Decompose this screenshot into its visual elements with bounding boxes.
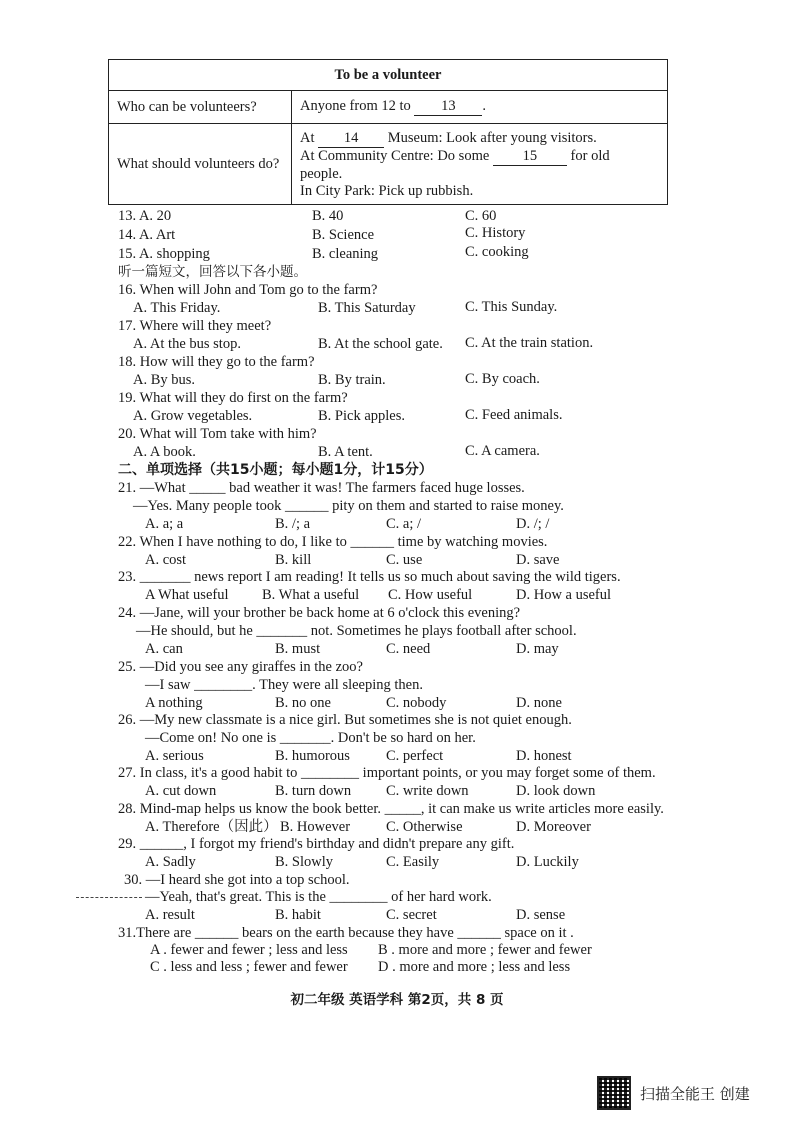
- option-24-a: A. can: [145, 641, 183, 657]
- blank-13: 13: [414, 98, 482, 116]
- option-24-c: C. need: [386, 641, 431, 657]
- volunteer-table: [108, 59, 668, 205]
- line-13-b: B. 40: [312, 208, 344, 224]
- row2-line1-pre: At: [300, 130, 315, 146]
- row1-text: Anyone from 12 to: [300, 98, 411, 114]
- row2-line2-post: for old: [570, 148, 610, 164]
- option-24-b: B. must: [275, 641, 321, 657]
- option-31-a: A . fewer and fewer ; less and less: [150, 942, 348, 958]
- option-20-b: B. A tent.: [318, 444, 373, 460]
- option-23-c: C. How useful: [388, 587, 473, 603]
- question-30: 30. —I heard she got into a top school.: [124, 872, 350, 888]
- row2-line4: In City Park: Pick up rubbish.: [300, 183, 474, 199]
- question-20: 20. What will Tom take with him?: [118, 426, 317, 442]
- question-29: 29. ______, I forgot my friend's birthday and didn't prepare any gift.: [118, 836, 515, 852]
- option-24-d: D. may: [516, 641, 559, 657]
- option-22-d: D. save: [516, 552, 560, 568]
- question-22: 22. When I have nothing to do, I like to ______ time by watching movies.: [118, 534, 548, 550]
- page-footer: 初二年级 英语学科 第2页，共 8 页: [290, 992, 504, 1008]
- option-26-c: C. perfect: [386, 748, 444, 764]
- option-31-d: D . more and more ; less and less: [378, 959, 571, 975]
- option-21-b: B. /; a: [275, 516, 311, 532]
- option-31-b: B . more and more ; fewer and fewer: [378, 942, 592, 958]
- question-26-reply: —Come on! No one is _______. Don't be so hard on her.: [145, 730, 476, 746]
- option-28-a: A. Therefore（因此）: [145, 819, 278, 835]
- option-18-c: C. By coach.: [465, 371, 540, 387]
- option-16-b: B. This Saturday: [318, 300, 416, 316]
- option-19-a: A. Grow vegetables.: [133, 408, 253, 424]
- option-20-c: C. A camera.: [465, 443, 540, 459]
- question-19: 19. What will they do first on the farm?: [118, 390, 348, 406]
- question-25-reply: —I saw ________. They were all sleeping then.: [145, 677, 423, 693]
- row2-line1-post: Museum: Look after young visitors.: [387, 130, 597, 146]
- listening-instruction: 听一篇短文，回答以下各小题。: [118, 264, 307, 280]
- option-26-a: A. serious: [145, 748, 204, 764]
- option-30-c: C. secret: [386, 907, 437, 923]
- qr-code-icon: [597, 1076, 631, 1110]
- table-row1-value: [292, 91, 668, 124]
- row2-line2-pre: At Community Centre: Do some: [300, 148, 490, 164]
- line-15-c: C. cooking: [465, 244, 529, 260]
- option-19-c: C. Feed animals.: [465, 407, 563, 423]
- option-30-d: D. sense: [516, 907, 566, 923]
- option-26-b: B. humorous: [275, 748, 350, 764]
- question-31: 31.There are ______ bears on the earth because they have ______ space on it .: [118, 925, 574, 941]
- question-24-reply: —He should, but he _______ not. Sometimes he plays football after school.: [136, 623, 577, 639]
- option-27-d: D. look down: [516, 783, 596, 799]
- question-18: 18. How will they go to the farm?: [118, 354, 315, 370]
- option-29-a: A. Sadly: [145, 854, 196, 870]
- option-28-c: C. Otherwise: [386, 819, 463, 835]
- option-20-a: A. A book.: [133, 444, 196, 460]
- option-25-b: B. no one: [275, 695, 331, 711]
- option-25-c: C. nobody: [386, 695, 447, 711]
- option-22-b: B. kill: [275, 552, 312, 568]
- option-21-c: C. a; /: [386, 516, 422, 532]
- question-28: 28. Mind-map helps us know the book better. _____, it can make us write articles more easily.: [118, 801, 664, 817]
- option-27-a: A. cut down: [145, 783, 217, 799]
- row2-line3: people.: [300, 166, 343, 182]
- row1-end: .: [482, 98, 486, 114]
- line-14-b: B. Science: [312, 227, 375, 243]
- option-27-c: C. write down: [386, 783, 469, 799]
- question-27: 27. In class, it's a good habit to ________ important points, or you may forget some of them.: [118, 765, 656, 781]
- option-27-b: B. turn down: [275, 783, 352, 799]
- question-21: 21. —What _____ bad weather it was! The farmers faced huge losses.: [118, 480, 525, 496]
- table-row2-value: [292, 124, 668, 205]
- option-23-b: B. What a useful: [262, 587, 360, 603]
- question-24: 24. —Jane, will your brother be back home at 6 o'clock this evening?: [118, 605, 521, 621]
- option-19-b: B. Pick apples.: [318, 408, 405, 424]
- scanner-watermark: 扫描全能王 创建: [640, 1085, 750, 1103]
- option-17-b: B. At the school gate.: [318, 336, 443, 352]
- blank-15: 15: [493, 148, 567, 166]
- option-23-d: D. How a useful: [516, 587, 612, 603]
- option-30-b: B. habit: [275, 907, 321, 923]
- option-29-b: B. Slowly: [275, 854, 334, 870]
- option-25-a: A nothing: [145, 695, 203, 711]
- option-17-a: A. At the bus stop.: [133, 336, 241, 352]
- question-30-reply: —Yeah, that's great. This is the ________ of her hard work.: [145, 889, 492, 905]
- question-21-reply: —Yes. Many people took ______ pity on them and started to raise money.: [133, 498, 564, 514]
- option-31-c: C . less and less ; fewer and fewer: [150, 959, 348, 975]
- option-16-c: C. This Sunday.: [465, 299, 558, 315]
- option-17-c: C. At the train station.: [465, 335, 594, 351]
- stray-dash-line: [76, 897, 142, 898]
- question-26: 26. —My new classmate is a nice girl. But sometimes she is not quiet enough.: [118, 712, 572, 728]
- question-17: 17. Where will they meet?: [118, 318, 272, 334]
- line-14-a: 14. A. Art: [118, 227, 176, 243]
- option-21-d: D. /; /: [516, 516, 550, 532]
- option-30-a: A. result: [145, 907, 195, 923]
- line-15-a: 15. A. shopping: [118, 246, 210, 262]
- table-row1-label: Who can be volunteers?: [109, 91, 292, 124]
- option-26-d: D. honest: [516, 748, 572, 764]
- option-23-a: A What useful: [145, 587, 229, 603]
- question-23: 23. _______ news report I am reading! It tells us so much about saving the wild tigers.: [118, 569, 621, 585]
- blank-14: 14: [318, 130, 384, 148]
- line-15-b: B. cleaning: [312, 246, 379, 262]
- section-2-header: 二、单项选择（共15小题；每小题1分，计15分）: [118, 462, 433, 478]
- option-16-a: A. This Friday.: [133, 300, 221, 316]
- line-13-a: 13. A. 20: [118, 208, 172, 224]
- question-16: 16. When will John and Tom go to the farm?: [118, 282, 378, 298]
- option-29-d: D. Luckily: [516, 854, 579, 870]
- option-25-d: D. none: [516, 695, 562, 711]
- option-21-a: A. a; a: [145, 516, 184, 532]
- option-28-b: B. However: [280, 819, 351, 835]
- table-row2-label: What should volunteers do?: [109, 124, 292, 205]
- option-22-c: C. use: [386, 552, 423, 568]
- option-22-a: A. cost: [145, 552, 187, 568]
- question-25: 25. —Did you see any giraffes in the zoo?: [118, 659, 363, 675]
- option-28-d: D. Moreover: [516, 819, 591, 835]
- line-14-c: C. History: [465, 225, 526, 241]
- option-18-a: A. By bus.: [133, 372, 196, 388]
- option-29-c: C. Easily: [386, 854, 440, 870]
- table-title: To be a volunteer: [109, 60, 668, 91]
- option-18-b: B. By train.: [318, 372, 386, 388]
- line-13-c: C. 60: [465, 208, 497, 224]
